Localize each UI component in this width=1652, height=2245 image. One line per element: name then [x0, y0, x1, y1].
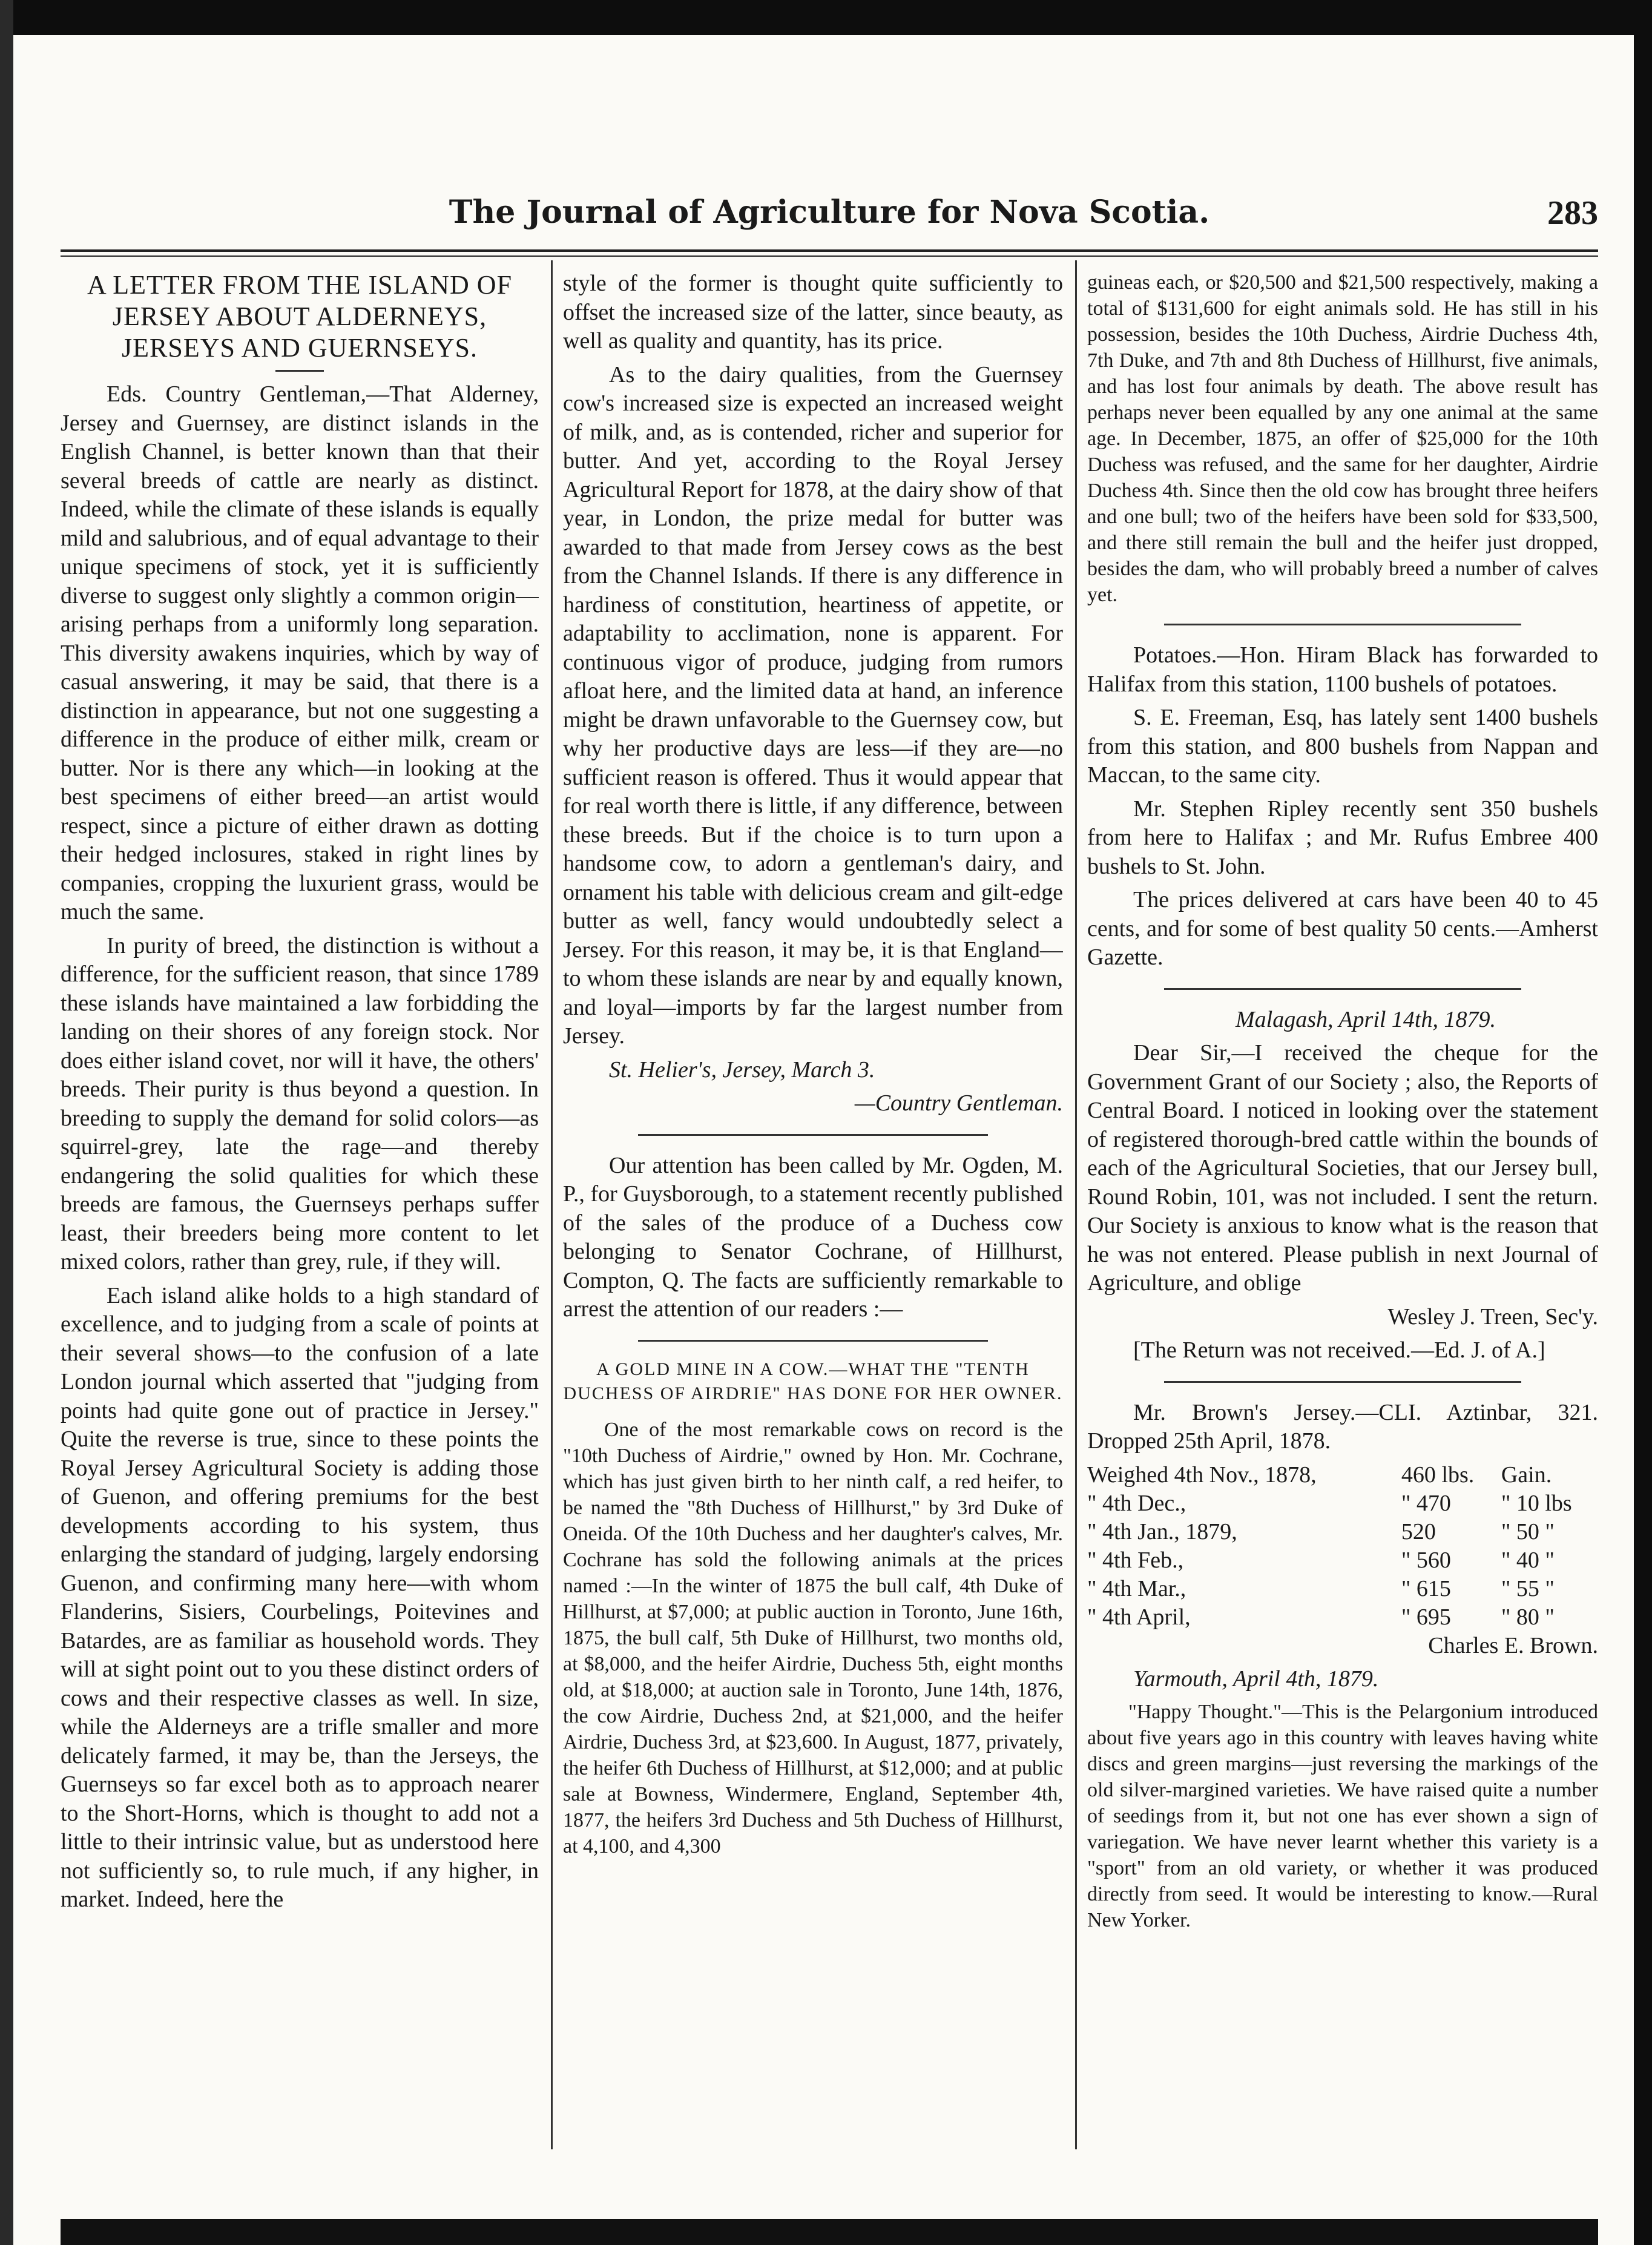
table-cell: " 4th Feb., [1087, 1547, 1184, 1573]
signature: Wesley J. Treen, Sec'y. [1387, 1304, 1598, 1330]
table-cell: " 4th Jan., 1879, [1087, 1518, 1237, 1544]
page-header [61, 194, 1598, 248]
table-cell: " 4th Dec., [1087, 1490, 1186, 1516]
column-3 [1087, 269, 1598, 2164]
header-rule [61, 249, 1598, 252]
section-rule [1164, 1381, 1522, 1383]
table-cell: " 40 " [1501, 1547, 1555, 1573]
paragraph: guineas each, or $20,500 and $21,500 respectively, making a total of $131,600 for eight animals sold. He has still in his possession, besides the 10th Duchess, Airdrie Duchess 4th, 7th Duke, and 7th and 8th Duchess of Hillhurst, five animals, and has lost four animals by death. The above result has perhaps never been equalled by any one animal at the same age. In December, 1875, an offer of $25,000 for the 10th Duchess was refused, and the same for her daughter, Airdrie Duchess 4th. Since then the old cow has brought three heifers and one bull; two of the heifers have been sold for $33,500, and there still remain the bull and the heifer just dropped, besides the dam, who will probably breed a number of calves yet. [1087, 271, 1598, 606]
header-rule-thin [61, 255, 1598, 257]
column-divider-2 [1075, 260, 1077, 2149]
column-1 [61, 269, 539, 2164]
section-rule [1164, 624, 1522, 625]
table-cell: " 470 [1401, 1490, 1451, 1516]
table-cell: " 80 " [1501, 1604, 1555, 1630]
dateline: Yarmouth, April 4th, 1879. [1133, 1666, 1379, 1692]
section-rule [1164, 988, 1522, 990]
paragraph: The prices delivered at cars have been 40 to 45 cents, and for some of best quality 50 cents.—Amherst Gazette. [1087, 887, 1598, 970]
scan-bottom-edge [61, 2219, 1598, 2245]
paragraph: S. E. Freeman, Esq, has lately sent 1400 bushels from this station, and 800 bushels from Nappan and Maccan, to the same city. [1087, 705, 1598, 788]
paragraph: Each island alike holds to a high standard of excellence, and to judging from a scale of points at their several shows—to the confusion of a late London journal which asserted that "judging from points had quite gone out of practice in Jersey." Quite the reverse is true, since to these points the Royal Jersey Agricultural Society is adding those of Guenon, and offering premiums for the best developments according to his system, thus enlarging the standard of judging, largely endorsing Guenon, and confirming many here—with whom Flanderins, Sisiers, Courbelings, Poitevines and Batardes, are as familiar as household words. They will at sight point out to you these distinct orders of cows and their respective classes as well. In size, while the Alderneys are a trifle smaller and more delicately farmed, it may be, than the Jerseys, the Guernseys so far excel both as to approach nearer to the Short-Horns, which is thought to add not a little to their intrinsic value, but as understood here not sufficiently so, to rule much, if any higher, in market. Indeed, here the [61, 1282, 539, 1912]
table-cell: 460 lbs. [1401, 1462, 1475, 1488]
paragraph: Mr. Brown's Jersey.—CLI. Aztinbar, 321. Dropped 25th April, 1878. [1087, 1399, 1598, 1454]
source-credit: —Country Gentleman. [854, 1090, 1063, 1116]
journal-title: The Journal of Agriculture for Nova Scotia. [449, 194, 1210, 231]
dateline: Malagash, April 14th, 1879. [1236, 1006, 1496, 1032]
paragraph: Our attention has been called by Mr. Ogden, M. P., for Guysborough, to a statement recently published of the sales of the produce of a Duchess cow belonging to Senator Cochrane, of Hillhurst, Compton, Q. The facts are sufficiently remarkable to arrest the attention of our readers :— [563, 1152, 1063, 1322]
table-cell: Weighed 4th Nov., 1878, [1087, 1462, 1317, 1488]
table-cell: 520 [1401, 1518, 1436, 1544]
scan-left-edge [0, 0, 13, 2245]
dateline: St. Helier's, Jersey, March 3. [609, 1057, 875, 1083]
table-cell: Gain. [1501, 1462, 1552, 1488]
table-cell: " 695 [1401, 1604, 1451, 1630]
editor-note: [The Return was not received.—Ed. J. of A.] [1133, 1337, 1545, 1363]
paragraph: Mr. Stephen Ripley recently sent 350 bushels from here to Halifax ; and Mr. Rufus Embree 400 bushels to St. John. [1087, 796, 1598, 879]
heading-rule [275, 370, 324, 372]
table-row [1087, 1461, 1598, 1489]
page-number: 283 [1547, 194, 1598, 232]
section-rule [638, 1134, 988, 1136]
table-row [1087, 1603, 1598, 1632]
table-row [1087, 1489, 1598, 1518]
table-cell: " 4th April, [1087, 1604, 1191, 1630]
paragraph: style of the former is thought quite sufficiently to offset the increased size of the latter, since beauty, as well as quality and quantity, has its price. [563, 271, 1063, 354]
scan-top-edge [0, 0, 1652, 35]
table-cell: " 10 lbs [1501, 1490, 1572, 1516]
signature: Charles E. Brown. [1428, 1632, 1598, 1658]
paragraph: Potatoes.—Hon. Hiram Black has forwarded to Halifax from this station, 1100 bushels of potatoes. [1087, 642, 1598, 697]
article-heading: A LETTER FROM THE ISLAND OF JERSEY ABOUT ALDERNEYS, JERSEYS AND GUERNSEYS. [87, 270, 513, 363]
table-cell: " 560 [1401, 1547, 1451, 1573]
table-row [1087, 1575, 1598, 1603]
subheading: A GOLD MINE IN A COW.—WHAT THE "TENTH DUCHESS OF AIRDRIE" HAS DONE FOR HER OWNER. [563, 1359, 1063, 1403]
paragraph: Dear Sir,—I received the cheque for the Government Grant of our Society ; also, the Reports of Central Board. I noticed in looking over the statement of registered thorough-bred cattle within the bounds of each of the Agricultural Societies, that our Jersey bull, Round Robin, 101, was not included. I sent the return. Our Society is anxious to know what is the reason that he was not entered. Please publish in next Journal of Agriculture, and oblige [1087, 1040, 1598, 1296]
paragraph: One of the most remarkable cows on record is the "10th Duchess of Airdrie," owned by Hon. Mr. Cochrane, which has just given birth to her ninth calf, a red heifer, to be named the "8th Duchess of Hillhurst," by 3rd Duke of Oneida. Of the 10th Duchess and her daughter's calves, Mr. Cochrane has sold the following animals at the prices named :—In the winter of 1875 the bull calf, 4th Duke of Hillhurst, at $7,000; at public auction in Toronto, June 16th, 1875, the bull calf, 5th Duke of Hillhurst, two months old, at $8,000, and the heifer Airdrie, Duchess 5th, eight months old, at $18,000; at auction sale in Toronto, June 14th, 1876, the cow Airdrie, Duchess 2nd, at $21,000, and the heifer Airdrie, Duchess 3rd, at $23,600. In August, 1877, privately, the heifer 6th Duchess of Hillhurst, at $12,000; and at public sale at Bowness, Windermere, England, September 4th, 1877, the heifers 3rd Duchess and 5th Duchess of Hillhurst, at 4,100, and 4,300 [563, 1418, 1063, 1858]
scan-right-edge [1634, 0, 1652, 2245]
table-cell: " 4th Mar., [1087, 1575, 1186, 1601]
table-row [1087, 1518, 1598, 1546]
column-divider-1 [551, 260, 553, 2149]
column-2 [563, 269, 1063, 2164]
weight-table [1087, 1461, 1598, 1632]
table-row [1087, 1546, 1598, 1575]
table-cell: " 50 " [1501, 1518, 1555, 1544]
paragraph: "Happy Thought."—This is the Pelargonium introduced about five years ago in this country with leaves having white discs and green margins—just reversing the markings of the old silver-margined varieties. We have raised quite a number of seedings from it, but not one has ever shown a sign of variegation. We have never learnt whether this variety is a "sport" from an old variety, or whether it was produced directly from seed. It would be interesting to know.—Rural New Yorker. [1087, 1700, 1598, 1931]
table-cell: " 615 [1401, 1575, 1451, 1601]
paragraph: Eds. Country Gentleman,—That Alderney, Jersey and Guernsey, are distinct islands in the English Channel, is better known than that their several breeds of cattle are nearly as distinct. Indeed, while the climate of these islands is equally mild and salubrious, and of equal advantage to their unique specimens of stock, yet it is sufficiently diverse to suggest only slightly a common origin—arising perhaps from a uniformly long separation. This diversity awakens inquiries, which by way of casual answering, it may be said, that there is a distinction in appearance, but not one suggesting a difference in the produce of either milk, cream or butter. Nor is there any which—in looking at the best specimens of either breed—an artist would respect, since a picture of either drawn as dotting their hedged inclosures, staked in right lines by companies, cropping the luxurient grass, would be much the same. [61, 381, 539, 925]
paragraph: In purity of breed, the distinction is without a difference, for the sufficient reason, that since 1789 these islands have maintained a law forbidding the landing on their shores of any foreign stock. Nor does either island covet, nor will it have, the others' breeds. Their purity is thus beyond a question. In breeding to supply the demand for solid colors—as squirrel-grey, late the rage—and thereby endangering the solid qualities for which these breeds are famous, the Guernseys perhaps suffer least, their breeders being more content to let mixed colors, rather than grey, rule, if they will. [61, 932, 539, 1274]
table-cell: " 55 " [1501, 1575, 1555, 1601]
paragraph: As to the dairy qualities, from the Guernsey cow's increased size is expected an increased weight of milk, and, as is contended, richer and superior for butter. And yet, according to the Royal Jersey Agricultural Report for 1878, at the dairy show of that year, in London, the prize medal for butter was awarded to that made from Jersey cows as the best from the Channel Islands. If there is any difference in hardiness of constitution, heartiness of appetite, or adaptability to acclimation, none is apparent. For continuous vigor of produce, judging from rumors afloat here, and the limited data at hand, an inference might be drawn unfavorable to the Guernsey cow, but why her productive days are less—if they are—no sufficient reason is offered. Thus it would appear that for real worth there is little, if any difference, between these breeds. But if the choice is to turn upon a handsome cow, to adorn a gentleman's dairy, and ornament his table with delicious cream and gilt-edge butter as well, fancy would undoubtedly select a Jersey. For this reason, it may be, it is that England—to whom these islands are near by and equally known, and loyal—imports by far the largest number from Jersey. [563, 361, 1063, 1049]
section-rule [638, 1340, 988, 1342]
